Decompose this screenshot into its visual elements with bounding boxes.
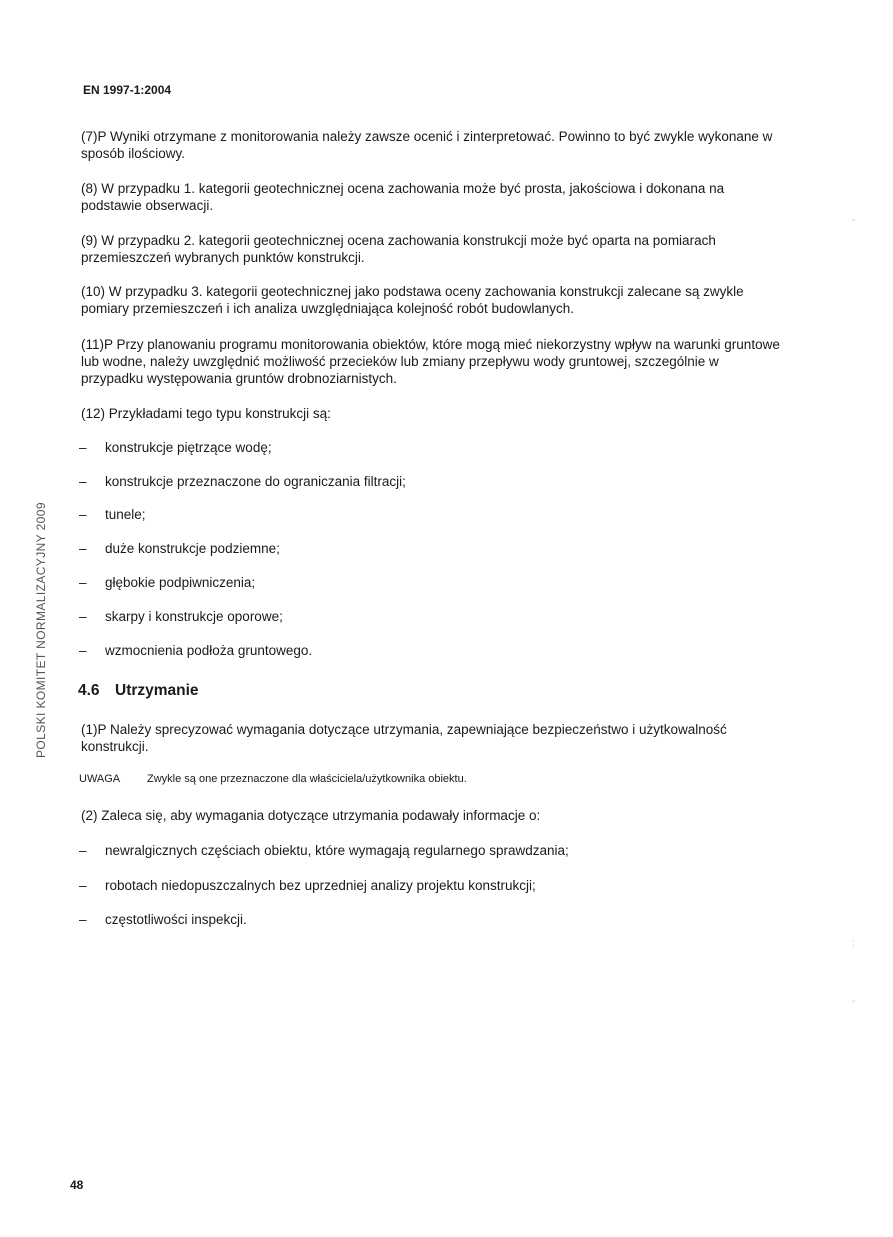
dash-bullet: –: [79, 609, 87, 624]
side-watermark: POLSKI KOMITET NORMALIZACYJNY 2009: [34, 502, 48, 758]
list-item-text: skarpy i konstrukcje oporowe;: [105, 609, 283, 624]
paragraph-7: (7)P Wyniki otrzymane z monitorowania należy zawsze ocenić i zinterpretować. Powinno to być zwykle wykonane w sposób ilościowy.: [81, 129, 773, 161]
list-item: [79, 506, 779, 523]
note-text: Zwykle są one przeznaczone dla właściciela/użytkownika obiektu.: [147, 773, 467, 785]
dash-bullet: –: [79, 507, 87, 522]
list-item-text: wzmocnienia podłoża gruntowego.: [105, 643, 313, 658]
list-item-text: konstrukcje piętrzące wodę;: [105, 440, 272, 455]
list-item-text: częstotliwości inspekcji.: [105, 912, 247, 927]
paragraph-12: (12) Przykładami tego typu konstrukcji są:: [81, 406, 331, 421]
list-item: [79, 473, 779, 490]
list-item: [79, 842, 779, 859]
dash-bullet: –: [79, 843, 87, 858]
note-label: UWAGA: [79, 773, 121, 785]
paragraph-2: (2) Zaleca się, aby wymagania dotyczące utrzymania podawały informacje o:: [81, 808, 541, 823]
dash-bullet: –: [79, 541, 87, 556]
dash-bullet: –: [79, 474, 87, 489]
paragraph-11: (11)P Przy planowaniu programu monitorowania obiektów, które mogą mieć niekorzystny wpływ na warunki gruntowe lub wodne, należy uwzględnić możliwość przecieków lub zmiany przepływu wody gruntowej, szczególnie w przypadku występowania gruntów drobnoziarnistych.: [81, 337, 780, 386]
dash-bullet: –: [79, 575, 87, 590]
section-heading: [78, 682, 199, 700]
list-item: [79, 574, 779, 591]
page-number: 48: [70, 1178, 84, 1192]
list-item-text: konstrukcje przeznaczone do ograniczania filtracji;: [105, 474, 406, 489]
section-title: Utrzymanie: [115, 682, 199, 699]
list-item-text: robotach niedopuszczalnych bez uprzedniej analizy projektu konstrukcji;: [105, 878, 536, 893]
list-item: [79, 911, 779, 928]
list-item-text: tunele;: [105, 507, 146, 522]
scan-mark: -: [852, 215, 856, 226]
list-item-text: duże konstrukcje podziemne;: [105, 541, 280, 556]
scan-mark: -: [852, 996, 856, 1007]
list-item-text: głębokie podpiwniczenia;: [105, 575, 256, 590]
note: [79, 773, 467, 785]
dash-bullet: –: [79, 643, 87, 658]
list-item: [79, 540, 779, 557]
list-item: [79, 608, 779, 625]
document-header: EN 1997-1:2004: [83, 83, 172, 97]
paragraph-10: (10) W przypadku 3. kategorii geotechnicznej jako podstawa oceny zachowania konstrukcji zalecane są zwykle pomiary przemieszczeń i ich analiza uwzględniająca kolejność robót budowlanych.: [81, 284, 744, 316]
section-number: 4.6: [78, 682, 100, 699]
paragraph-9: (9) W przypadku 2. kategorii geotechnicznej ocena zachowania konstrukcji może być oparta na pomiarach przemieszczeń wybranych punktów konstrukcji.: [81, 233, 716, 265]
list-item: [79, 439, 779, 456]
dash-bullet: –: [79, 878, 87, 893]
list-item-text: newralgicznych częściach obiektu, które wymagają regularnego sprawdzania;: [105, 843, 569, 858]
paragraph-1: (1)P Należy sprecyzować wymagania dotyczące utrzymania, zapewniające bezpieczeństwo i użytkowalność konstrukcji.: [81, 722, 727, 754]
dash-bullet: –: [79, 440, 87, 455]
scan-mark: :: [852, 938, 855, 949]
list-item: [79, 642, 779, 659]
dash-bullet: –: [79, 912, 87, 927]
paragraph-8: (8) W przypadku 1. kategorii geotechnicznej ocena zachowania może być prosta, jakościowa i dokonana na podstawie obserwacji.: [81, 181, 725, 213]
list-item: [79, 877, 779, 894]
